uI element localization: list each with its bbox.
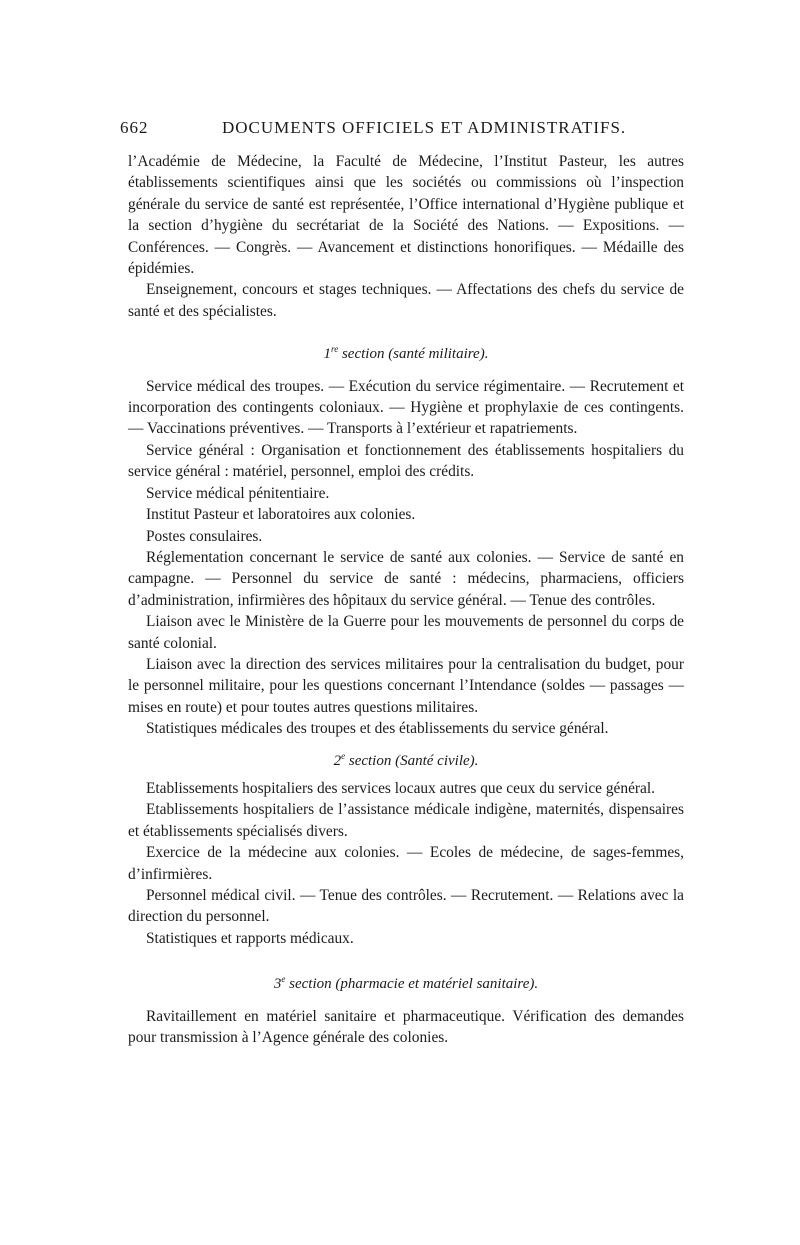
section-2-paragraph: Statistiques et rapports médicaux.	[146, 929, 354, 947]
running-header	[120, 118, 700, 142]
section-1-paragraph: Statistiques médicales des troupes et des établissements du service général.	[146, 720, 609, 738]
section-1-paragraph: Service médical pénitentiaire.	[146, 484, 330, 502]
section-3-heading	[128, 969, 684, 995]
intro-paragraph-1: l’Académie de Médecine, la Faculté de Médecine, l’Institut Pasteur, les autres établissements scientifiques ainsi que les sociétés ou commissions où l’inspection générale du service de santé est représentée, l’Office international d’Hygiène publique et la section d’hygiène du secrétariat de la Société des Nations. — Expositions. — Conférences. — Congrès. — Avancement et distinctions honorifiques. — Médaille des épidémies.	[128, 153, 684, 278]
section-3-paragraph: Ravitaillement en matériel sanitaire et pharmaceutique. Vérification des demandes pour transmission à l’Agence générale des colonies.	[128, 1007, 684, 1047]
body-text	[128, 151, 684, 1048]
section-1-paragraph: Réglementation concernant le service de santé aux colonies. — Service de santé en campagne. — Personnel du service de santé : médecins, pharmaciens, officiers d’administration, infirmières des hôpitaux du service général. — Tenue des contrôles.	[128, 548, 684, 609]
section-2-sup: e	[341, 750, 346, 761]
section-1-number: 1	[323, 346, 332, 363]
section-2-paragraph: Exercice de la médecine aux colonies. — Ecoles de médecine, de sages-femmes, d’infirmières.	[128, 844, 684, 883]
section-2-paragraph: Etablissements hospitaliers des services locaux autres que ceux du service général.	[146, 779, 655, 797]
section-2-number: 2	[333, 752, 342, 769]
section-1-paragraph: Service médical des troupes. — Exécution du service régimentaire. — Recrutement et incorporation des contingents coloniaux. — Hygiène et prophylaxie de ces contingents. — Vaccinations préventives. — Transports à l’extérieur et rapatriements.	[128, 377, 684, 438]
intro-paragraph-2: Enseignement, concours et stages techniques. — Affectations des chefs du service de santé et des spécialistes.	[128, 281, 684, 320]
section-1-sup: re	[331, 344, 339, 355]
section-3-title: section (pharmacie et matériel sanitaire).	[289, 976, 539, 993]
section-3-sup: e	[281, 974, 286, 985]
section-1-heading	[128, 339, 684, 365]
page-number: 662	[120, 118, 149, 137]
section-1-paragraph: Postes consulaires.	[146, 527, 263, 545]
section-1-title: section (santé militaire).	[341, 346, 489, 363]
section-3-number: 3	[273, 976, 282, 993]
section-1-paragraph: Liaison avec le Ministère de la Guerre pour les mouvements de personnel du corps de santé colonial.	[128, 613, 684, 652]
section-1-paragraph: Service général : Organisation et fonctionnement des établissements hospitaliers du service général : matériel, personnel, emploi des crédits.	[128, 441, 684, 481]
section-2-heading	[128, 746, 684, 772]
section-2-paragraph: Etablissements hospitaliers de l’assistance médicale indigène, maternités, dispensaires et établissements spécialisés divers.	[128, 801, 684, 840]
section-2-paragraph: Personnel médical civil. — Tenue des contrôles. — Recrutement. — Relations avec la direction du personnel.	[128, 887, 684, 926]
running-title: DOCUMENTS OFFICIELS ET ADMINISTRATIFS.	[222, 118, 627, 137]
section-1-paragraph: Institut Pasteur et laboratoires aux colonies.	[146, 506, 416, 524]
section-2-title: section (Santé civile).	[348, 752, 479, 769]
section-1-paragraph: Liaison avec la direction des services militaires pour la centralisation du budget, pour le personnel militaire, pour les questions concernant l’Intendance (soldes — passages — mises en route) et pour toutes autres questions militaires.	[128, 655, 684, 716]
